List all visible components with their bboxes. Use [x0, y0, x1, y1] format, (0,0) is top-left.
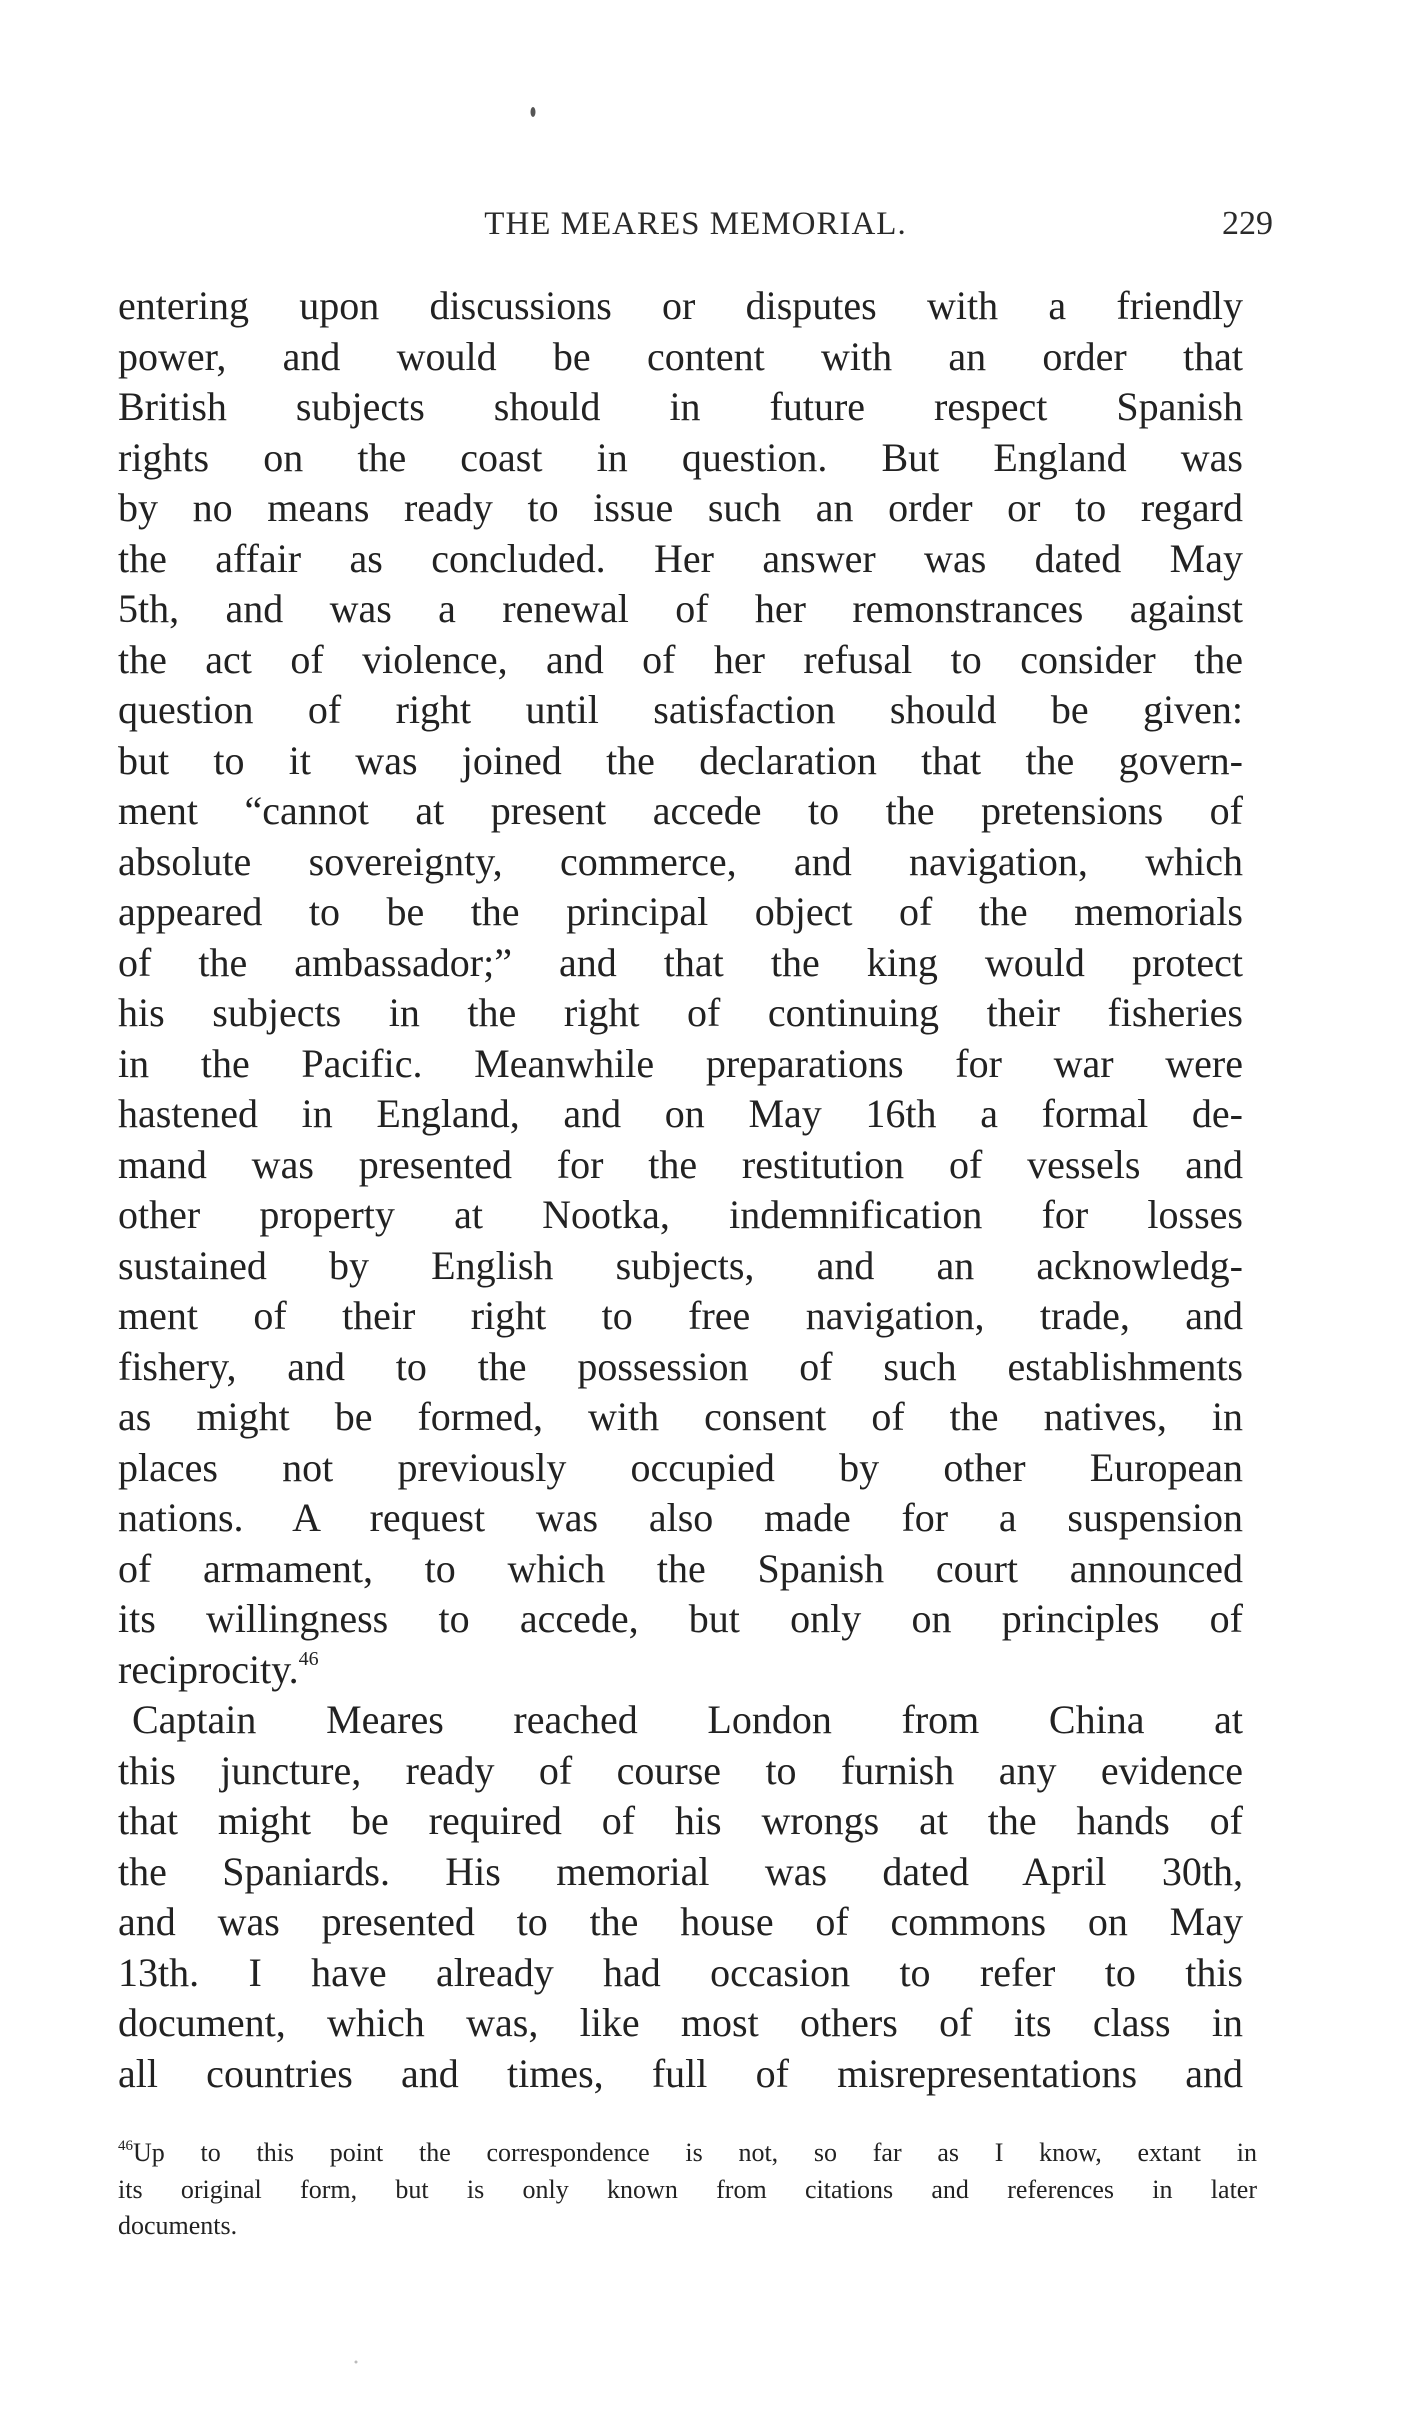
text-line: appeared to be the principal object of the memorials	[118, 889, 1243, 934]
text-line: its willingness to accede, but only on principles of	[118, 1596, 1243, 1641]
text-line: this juncture, ready of course to furnish any evidence	[118, 1747, 1243, 1793]
text-line: 13th. I have already had occasion to refer to this	[118, 1949, 1243, 1995]
text-line: 5th, and was a renewal of her remonstrances against	[118, 586, 1243, 631]
footnote-text: Up to this point the correspondence is not, so far as I know, extant in	[133, 2138, 1257, 2167]
ink-speck	[355, 2361, 358, 2364]
text-line: other property at Nootka, indemnification for losses	[118, 1192, 1243, 1237]
text-line: question of right until satisfaction should be given:	[118, 687, 1243, 732]
footnote-line	[118, 2135, 1257, 2172]
running-title: THE MEARES MEMORIAL.	[484, 206, 907, 242]
text-line: hastened in England, and on May 16th a formal de-	[118, 1091, 1243, 1136]
footnote	[118, 2135, 1257, 2245]
page-number: 229	[1222, 205, 1273, 242]
paragraph-end-text: reciprocity.	[118, 1646, 299, 1692]
text-line: in the Pacific. Meanwhile preparations for war were	[118, 1040, 1243, 1086]
text-line: fishery, and to the possession of such establishments	[118, 1343, 1243, 1389]
text-line: British subjects should in future respect Spanish	[118, 384, 1243, 429]
ink-speck	[531, 107, 536, 117]
text-line: nations. A request was also made for a suspension	[118, 1495, 1243, 1540]
footnote-line: its original form, but is only known from citations and references in later	[118, 2174, 1257, 2204]
footnote-line: documents.	[118, 2211, 238, 2240]
text-line: rights on the coast in question. But England was	[118, 434, 1243, 480]
footnote-marker: 46	[118, 2138, 133, 2154]
text-line: and was presented to the house of commons on May	[118, 1899, 1243, 1944]
text-line: mand was presented for the restitution of vessels and	[118, 1141, 1243, 1187]
text-line: ment “cannot at present accede to the pretensions of	[118, 788, 1243, 833]
text-line: the affair as concluded. Her answer was dated May	[118, 535, 1243, 581]
text-line: entering upon discussions or disputes with a friendly	[118, 283, 1243, 328]
text-line: as might be formed, with consent of the natives, in	[118, 1394, 1243, 1439]
text-line: Captain Meares reached London from China at	[132, 1697, 1243, 1742]
running-head	[118, 200, 1273, 248]
text-line: by no means ready to issue such an order or to regard	[118, 485, 1243, 530]
text-line: his subjects in the right of continuing their fisheries	[118, 990, 1243, 1035]
text-line: power, and would be content with an order that	[118, 333, 1243, 379]
text-line: sustained by English subjects, and an acknowledg-	[118, 1242, 1243, 1288]
body-text	[118, 281, 1243, 2099]
footnote-reference: 46	[298, 1647, 319, 1670]
text-line: the Spaniards. His memorial was dated April 30th,	[118, 1848, 1243, 1894]
text-line: that might be required of his wrongs at the hands of	[118, 1798, 1243, 1843]
text-line: places not previously occupied by other European	[118, 1444, 1243, 1490]
text-line: document, which was, like most others of its class in	[118, 2000, 1243, 2045]
paragraph-end-line	[118, 1645, 1243, 1696]
text-line: ment of their right to free navigation, trade, and	[118, 1293, 1243, 1338]
text-line: all countries and times, full of misrepresentations and	[118, 2050, 1243, 2096]
text-line: absolute sovereignty, commerce, and navigation, which	[118, 838, 1243, 884]
text-line: of armament, to which the Spanish court announced	[118, 1545, 1243, 1591]
text-line: of the ambassador;” and that the king would protect	[118, 939, 1243, 985]
text-line: but to it was joined the declaration that the govern-	[118, 737, 1243, 783]
text-line: the act of violence, and of her refusal to consider the	[118, 636, 1243, 682]
